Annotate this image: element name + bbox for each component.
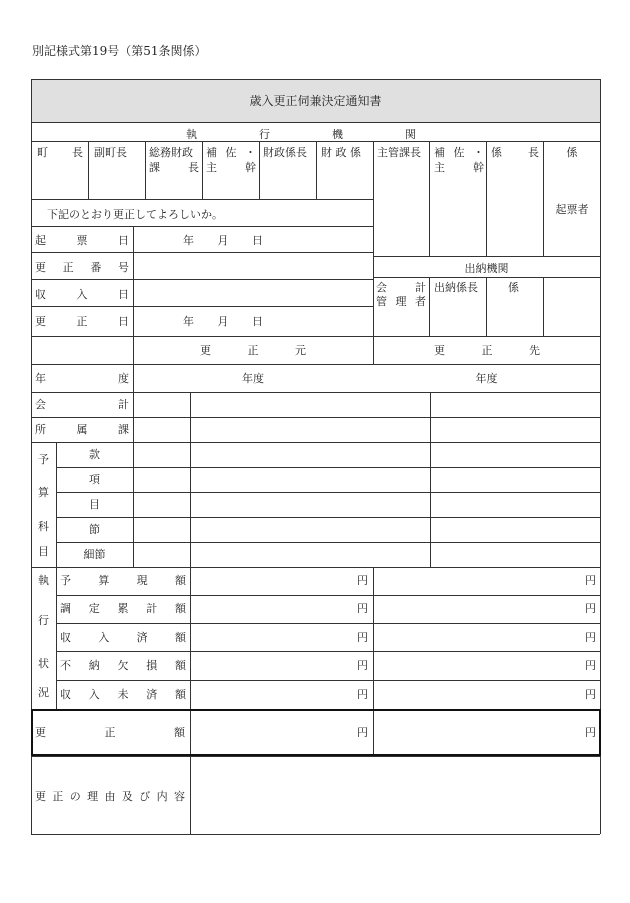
nendo-saki: 年度 — [475, 372, 498, 385]
grid-line — [56, 651, 600, 652]
exec-dept-label: 執 行 機 関 — [186, 128, 416, 141]
kosei-bi-date: 年 月 日 — [183, 315, 263, 328]
grid-line — [145, 141, 146, 199]
execution-group-char: 行 — [38, 614, 49, 627]
grid-line — [31, 199, 373, 200]
grid-line — [373, 256, 600, 257]
kosei-bi-label: 更 正 日 — [35, 315, 129, 328]
grid-line — [486, 277, 487, 336]
execution-yen-moto: 円 — [357, 659, 368, 672]
approval-somu-2: 課 長 — [149, 161, 199, 174]
grid-line — [373, 141, 374, 364]
execution-yen-moto: 円 — [357, 631, 368, 644]
grid-line — [486, 141, 487, 256]
grid-line — [56, 542, 600, 543]
grid-line — [429, 141, 430, 256]
grid-line — [31, 417, 600, 418]
budget-group-char: 算 — [38, 486, 49, 499]
grid-line — [190, 756, 191, 834]
grid-line — [31, 122, 600, 123]
frame-bottom — [31, 834, 600, 835]
execution-group-char: 状 — [38, 657, 49, 670]
form-title: 歳入更正伺兼決定通知書 — [249, 94, 382, 108]
budget-group-char: 科 — [38, 520, 49, 533]
grid-line — [31, 279, 373, 280]
kosei-bango-label: 更 正 番 号 — [35, 261, 129, 274]
execution-yen-saki: 円 — [585, 602, 596, 615]
correction-yen-moto: 円 — [357, 726, 368, 739]
approval-hosa2-2: 主 幹 — [434, 161, 484, 174]
approval-hosa2-1: 補 佐 ・ — [434, 146, 484, 159]
execution-yen-moto: 円 — [357, 688, 368, 701]
execution-item-label: 予 算 現 額 — [60, 574, 186, 587]
grid-line — [31, 252, 373, 253]
approval-zaisei-kakaricho: 財政係長 — [263, 146, 307, 159]
grid-line — [56, 595, 600, 596]
col-kosei-saki: 更 正 先 — [434, 344, 540, 357]
grid-line — [31, 442, 600, 443]
kaikei-label: 会 計 — [35, 398, 129, 411]
grid-line — [56, 680, 600, 681]
approval-kakari: 係 — [566, 146, 578, 159]
grid-line — [56, 623, 600, 624]
shunyu-bi-label: 収 入 日 — [35, 288, 129, 301]
approval-somu-1: 総務財政 — [149, 146, 193, 159]
grid-line — [56, 492, 600, 493]
treasury-title: 出納機関 — [464, 262, 509, 275]
approval-fukucho: 副町長 — [94, 146, 127, 159]
budget-item-label: 款 — [89, 448, 100, 461]
grid-line — [429, 277, 430, 336]
execution-yen-moto: 円 — [357, 602, 368, 615]
execution-item-label: 調 定 累 計 額 — [60, 602, 186, 615]
grid-line — [31, 364, 600, 365]
grid-line — [31, 392, 600, 393]
grid-line — [31, 336, 373, 337]
grid-line — [56, 517, 600, 518]
grid-line — [31, 567, 600, 568]
approval-kihyosha: 起票者 — [555, 203, 589, 216]
grid-line — [430, 392, 431, 567]
kihyo-bi-label: 起 票 日 — [35, 234, 129, 247]
grid-line — [133, 336, 134, 567]
request-text: 下記のとおり更正してよろしいか。 — [47, 208, 223, 221]
execution-yen-saki: 円 — [585, 631, 596, 644]
grid-line — [31, 226, 373, 227]
budget-group-char: 目 — [38, 545, 49, 558]
budget-item-label: 細節 — [83, 548, 106, 561]
execution-yen-saki: 円 — [585, 688, 596, 701]
treasury-kaikei-2: 管 理 者 — [376, 295, 426, 308]
treasury-kaikei-1: 会 計 — [376, 281, 426, 294]
execution-group-char: 況 — [38, 686, 49, 699]
grid-line — [316, 141, 317, 199]
execution-group-char: 執 — [38, 574, 49, 587]
budget-item-label: 節 — [89, 523, 100, 536]
correction-yen-saki: 円 — [585, 726, 596, 739]
grid-line — [543, 277, 544, 336]
kihyo-bi-date: 年 月 日 — [183, 234, 263, 247]
grid-line — [56, 567, 57, 709]
grid-line — [133, 226, 134, 336]
approval-cho: 町 長 — [37, 146, 83, 159]
execution-item-label: 収 入 未 済 額 — [60, 688, 186, 701]
grid-line — [31, 306, 373, 307]
form-caption: 別記様式第19号（第51条関係） — [32, 44, 207, 58]
execution-yen-moto: 円 — [357, 574, 368, 587]
grid-line — [88, 141, 89, 199]
budget-item-label: 目 — [89, 498, 100, 511]
approval-kakaricho: 係 長 — [491, 146, 539, 159]
execution-item-label: 不 納 欠 損 額 — [60, 659, 186, 672]
execution-yen-saki: 円 — [585, 659, 596, 672]
correction-amount-label: 更 正 額 — [35, 726, 185, 739]
grid-line — [31, 756, 600, 757]
treasury-suito-kakaricho: 出納係長 — [434, 281, 478, 294]
nendo-moto: 年度 — [242, 372, 264, 385]
nendo-label: 年 度 — [35, 372, 129, 385]
grid-line — [373, 336, 600, 337]
shozoku-ka-label: 所 属 課 — [35, 423, 129, 436]
grid-line — [259, 141, 260, 199]
budget-group-char: 予 — [38, 453, 49, 466]
col-kosei-moto: 更 正 元 — [200, 344, 306, 357]
approval-hosa-2: 主 幹 — [206, 161, 256, 174]
budget-item-label: 項 — [89, 473, 100, 486]
grid-line — [202, 141, 203, 199]
approval-hosa-1: 補 佐 ・ — [206, 146, 256, 159]
frame-top — [31, 79, 600, 80]
approval-shukan-kacho: 主管課長 — [377, 146, 421, 159]
approval-zaisei-kakari: 財 政 係 — [321, 146, 361, 159]
correction-reason-label: 更 正 の 理 由 及 び 内 容 — [35, 790, 185, 803]
execution-yen-saki: 円 — [585, 574, 596, 587]
execution-item-label: 収 入 済 額 — [60, 631, 186, 644]
grid-line — [190, 392, 191, 567]
treasury-kakari: 係 — [508, 281, 519, 294]
grid-line — [56, 467, 600, 468]
